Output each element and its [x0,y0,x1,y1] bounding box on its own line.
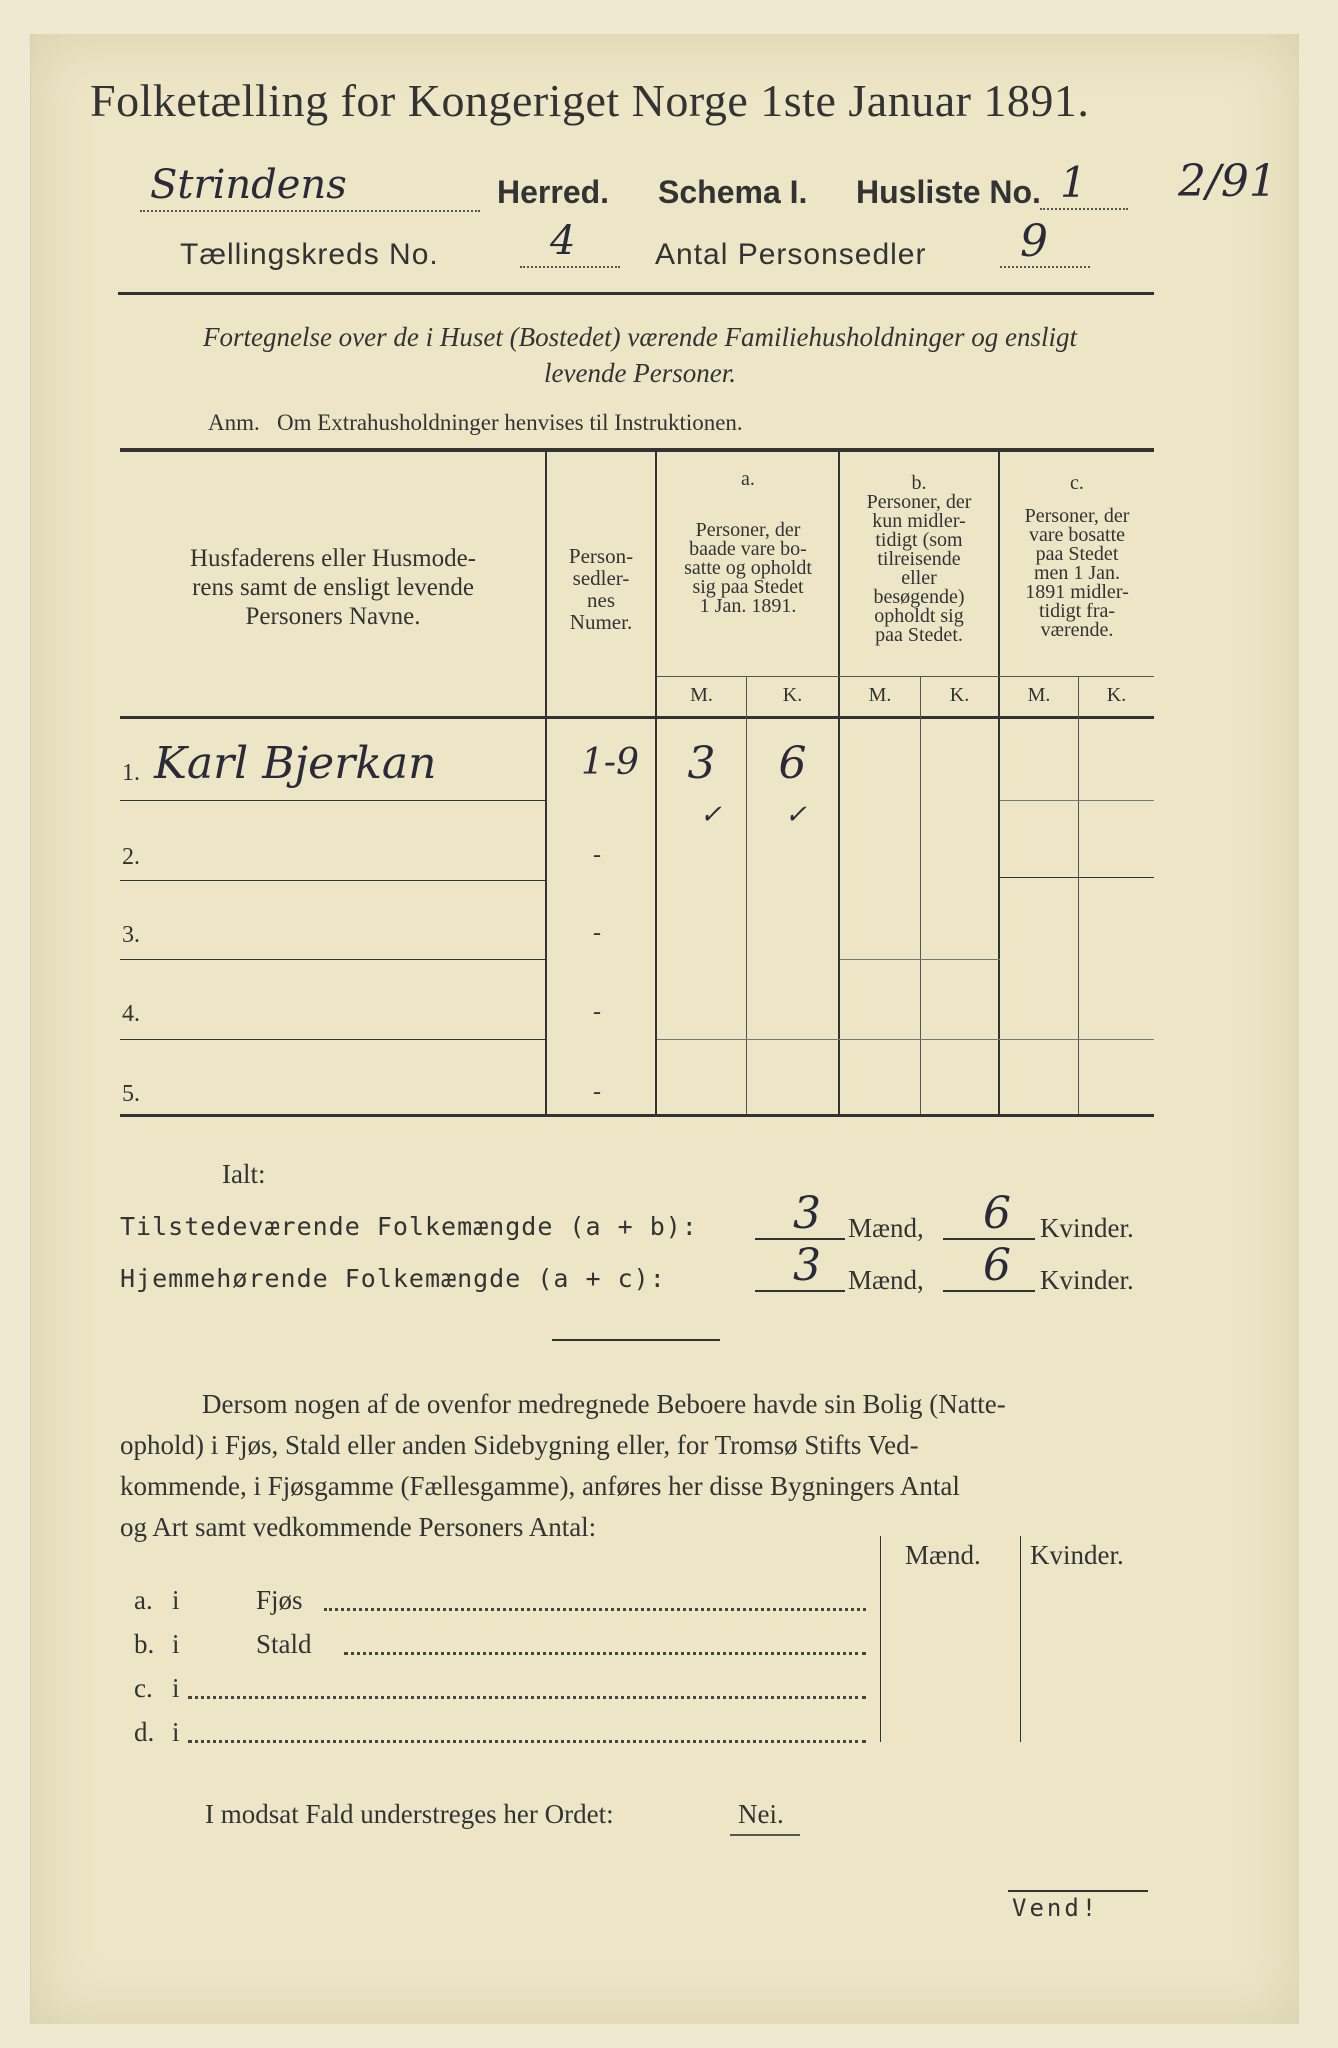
col-b-header-line: paa Stedet. [875,624,963,646]
col-a-header-line: baade vare bo- [689,538,807,560]
tilstede-maend-field [755,1188,845,1240]
tilstede-kvinder-field [943,1188,1035,1240]
dotted-leader [324,1608,866,1611]
building-row-fjos [134,1580,874,1620]
hjemme-label: Hjemmehørende Folkemængde (a + c): [120,1264,666,1293]
hjemme-maend-field [755,1240,845,1292]
col-name-header [124,544,542,631]
nei-word: Nei. [738,1799,784,1829]
maend-column-divider [880,1536,881,1742]
kvinder-column-divider [1020,1536,1021,1742]
table-row [120,880,1154,960]
col-c-m-label: M. [1027,684,1051,706]
modsat-text: I modsat Fald understreges her Ordet: [205,1799,614,1829]
item-i: i [172,1673,180,1703]
instructions-paragraph [120,1384,1154,1548]
dotted-leader [188,1696,866,1699]
intro-line-1: Fortegnelse over de i Huset (Bostedet) værende Familiehusholdninger og ensligt [202,322,1078,352]
item-label: Fjøs [256,1585,303,1615]
item-letter: a. [134,1585,153,1615]
hjemme-kvinder-field [943,1240,1035,1292]
husliste-value: 1 [1060,158,1087,207]
building-row-c [134,1668,874,1708]
col-b-header-line: tilreisende [877,548,961,570]
table-row [120,1039,1154,1114]
col-b-header-line: eller [901,567,937,589]
col-b-letter: b. [911,472,927,494]
item-letter: b. [134,1629,155,1659]
col-b-header-line: tidigt (som [875,529,963,551]
col-num-header-line: Person- [568,544,634,568]
item-letter: d. [134,1717,155,1747]
col-num-header-line: nes [587,588,615,612]
row-number: 2. [122,844,140,870]
personsedler-field [1000,216,1090,272]
hjemme-kvinder-value: 6 [983,1240,1011,1291]
maend-header: Mænd. [905,1540,981,1570]
vend-label: Vend! [1012,1894,1100,1922]
row-number: 4. [122,1001,140,1027]
row-a-k: 6 [778,738,807,789]
col-name-header-line: Personers Navne. [245,603,421,630]
vend-rule [1008,1890,1148,1892]
col-a-header-line: Personer, der [695,519,801,541]
paragraph-line: og Art samt vedkommende Personers Antal: [120,1512,597,1542]
row-sedler: 1-9 [581,742,639,783]
header-divider [118,292,1154,295]
col-c-header-line: 1891 midler- [1025,581,1129,603]
col-a-header-line: satte og opholdt [684,557,812,579]
col-b-header-line: besøgende) [873,586,965,608]
paragraph-line: ophold) i Fjøs, Stald eller anden Sidebygning eller, for Tromsø Stifts Ved- [120,1430,919,1460]
check-mark-icon: ✓ [700,800,722,830]
section-divider [552,1339,720,1341]
hjemme-maend-value: 3 [793,1240,821,1291]
col-a-header-line: 1 Jan. 1891. [699,595,797,617]
col-c-letter: c. [1070,472,1084,494]
tilstede-maend-value: 3 [793,1188,821,1239]
col-num-header [548,545,654,633]
table-row [120,800,1154,880]
building-row-stald [134,1624,874,1664]
kreds-label: Tællingskreds No. [180,238,439,271]
kreds-field [520,218,620,272]
table-row [120,959,1154,1039]
row-a-m: 3 [687,738,716,789]
col-num-header-line: Numer. [569,610,633,634]
col-num-header-line: sedler- [572,566,630,590]
herred-field [140,162,480,214]
col-c-header-line: tidigt fra- [1038,600,1116,622]
ialt-label: Ialt: [222,1159,266,1189]
husliste-field [1040,158,1128,214]
col-a-header [658,521,838,616]
tilstede-label: Tilstedeværende Folkemængde (a + b): [120,1212,698,1241]
mk-header-rule [657,676,1154,677]
col-c-k-label: K. [1106,684,1127,706]
personsedler-label: Antal Personsedler [655,238,927,271]
col-b-k-label: K. [949,684,970,706]
col-c-header-line: værende. [1040,619,1114,641]
row-number: 5. [122,1081,140,1107]
kvinder-label: Kvinder. [1040,1213,1134,1243]
col-b-header-line: kun midler- [872,510,966,532]
paragraph-line: kommende, i Fjøsgamme (Fællesgamme), anføres her disse Bygningers Antal [120,1471,960,1501]
form-title: Folketælling for Kongeriget Norge 1ste Januar 1891. [90,75,1090,126]
item-i: i [172,1629,180,1659]
col-a-letter: a. [741,468,755,490]
husliste-label: Husliste No. [856,174,1041,210]
col-b-m-label: M. [868,684,892,706]
dotted-leader [188,1740,866,1743]
col-b-header-line: opholdt sig [874,605,964,627]
building-row-d [134,1712,874,1752]
herred-value: Strindens [150,162,347,208]
herred-label: Herred. [497,174,610,210]
nei-underline [730,1834,800,1836]
row-name: Karl Bjerkan [154,738,437,789]
kvinder-label: Kvinder. [1040,1265,1134,1295]
col-name-header-line: rens samt de ensligt levende [192,574,474,601]
item-i: i [172,1585,180,1615]
col-c-header-line: men 1 Jan. [1033,562,1121,584]
row-sedler: - [593,1079,601,1105]
item-letter: c. [134,1673,153,1703]
col-c-header [1000,507,1154,640]
personsedler-value: 9 [1020,216,1048,267]
col-b-header-line: Personer, der [866,491,972,513]
row-number: 3. [122,922,140,948]
paragraph-line: Dersom nogen af de ovenfor medregnede Beboere havde sin Bolig (Natte- [202,1389,1006,1419]
tilstede-kvinder-value: 6 [983,1188,1011,1239]
maend-label: Mænd, [848,1213,924,1243]
col-c-header-line: vare bosatte [1028,524,1126,546]
dotted-leader [344,1652,866,1655]
intro-line-2: levende Personer. [544,358,736,388]
col-c-header-line: paa Stedet [1035,543,1119,565]
row-sedler: - [593,999,601,1025]
kreds-value: 4 [550,218,576,264]
col-name-header-line: Husfaderens eller Husmode- [189,545,476,572]
item-i: i [172,1717,180,1747]
maend-label: Mænd, [848,1265,924,1295]
table-bottom-rule [120,1114,1154,1117]
margin-note: 2/91 [1178,156,1277,207]
check-mark-icon: ✓ [785,800,807,830]
col-a-header-line: sig paa Stedet [692,576,804,598]
schema-label: Schema I. [658,174,808,210]
col-b-header [840,493,998,645]
item-label: Stald [256,1629,312,1659]
col-a-k-label: K. [782,684,803,706]
col-c-header-line: Personer, der [1024,505,1130,527]
row-sedler: - [593,842,601,868]
kvinder-header: Kvinder. [1030,1540,1124,1570]
col-a-m-label: M. [690,684,713,706]
row-sedler: - [593,920,601,946]
anm-note: Anm. Om Extrahusholdninger henvises til Instruktionen. [208,410,743,435]
row-number: 1. [122,760,140,786]
table-row [120,720,1154,800]
